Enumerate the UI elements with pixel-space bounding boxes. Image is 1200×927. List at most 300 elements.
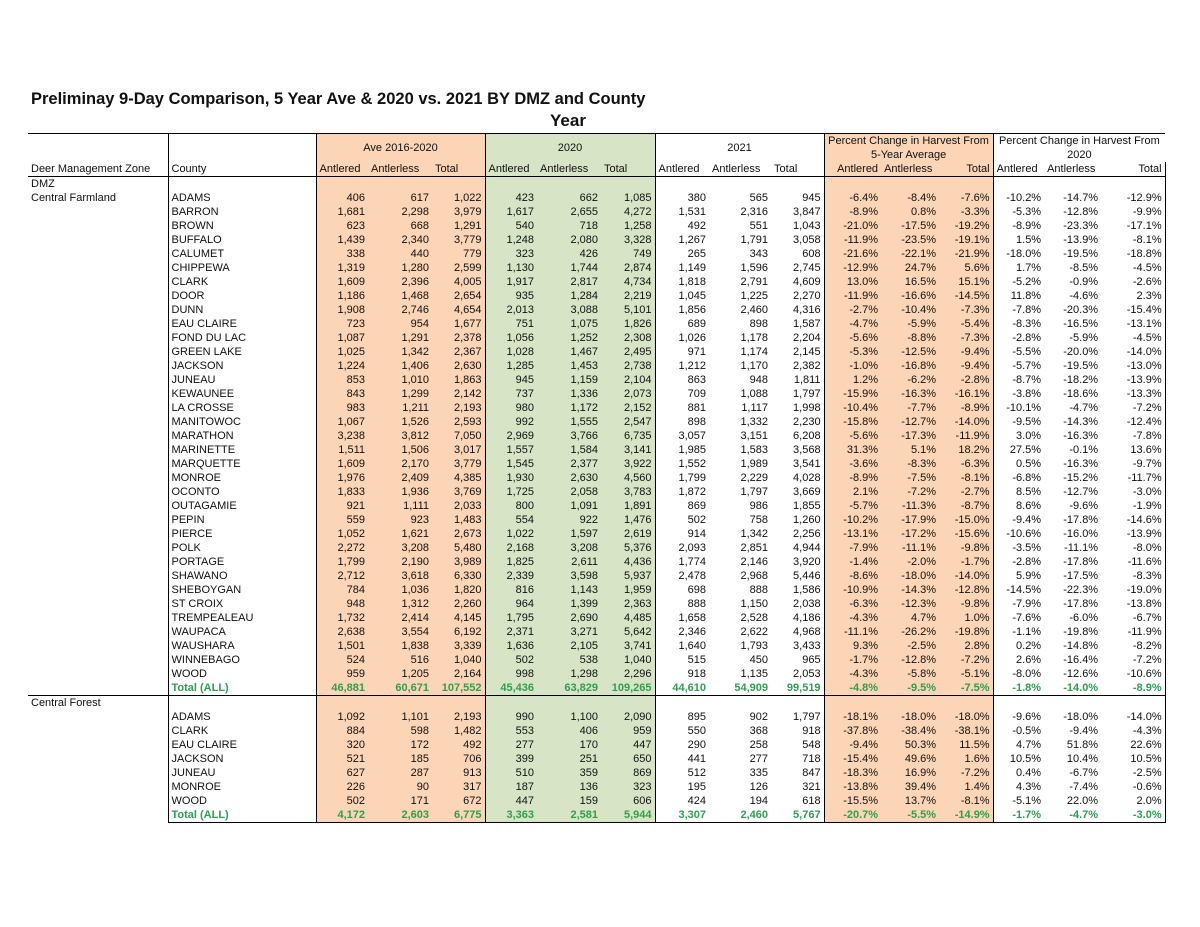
count-cell: 998 [485, 667, 537, 681]
count-cell: 1,799 [316, 555, 368, 569]
count-cell: 4,609 [793, 276, 821, 288]
pct-cell: 1.7% [993, 261, 1044, 275]
count-cell: 913 [432, 766, 485, 780]
pct-cell: -8.9% [1101, 681, 1165, 696]
count-cell: 380 [655, 191, 709, 205]
pct-cell: -4.5% [1101, 261, 1165, 275]
value-cell [824, 696, 881, 711]
count-cell: 1,312 [368, 597, 432, 611]
pct-cell: -12.9% [1101, 191, 1165, 205]
count-cell: 3,783 [601, 485, 655, 499]
table-row [28, 317, 1165, 331]
count-cell: 2,296 [601, 667, 655, 681]
count-cell: 935 [485, 289, 537, 303]
pct-cell: -15.5% [824, 794, 881, 808]
count-cell: 2,346 [655, 625, 709, 639]
count-cell: 2,874 [601, 261, 655, 275]
count-cell: 63,829 [537, 681, 601, 696]
pct-cell: -9.4% [993, 513, 1044, 527]
pct-cell: 2.1% [824, 485, 881, 499]
count-cell: 2,260 [432, 597, 485, 611]
count-cell: 749 [601, 247, 655, 261]
count-cell: 2,053 [793, 668, 821, 680]
pct-cell: -7.2% [1101, 653, 1165, 667]
pct-cell: -3.6% [824, 457, 881, 471]
count-cell: 226 [316, 780, 368, 794]
count-cell: 516 [368, 653, 432, 667]
count-cell: 406 [316, 191, 368, 205]
count-cell: 1,211 [368, 401, 432, 415]
col-antlered: Antlered [316, 162, 368, 177]
zone-cell [28, 387, 168, 401]
count-cell: 1,056 [485, 331, 537, 345]
count-cell: 1,855 [793, 500, 821, 512]
pct-cell: -14.7% [1063, 192, 1099, 204]
count-cell: 4,436 [601, 555, 655, 569]
count-cell: 853 [316, 373, 368, 387]
pct-cell: -17.8% [1063, 514, 1099, 526]
pct-cell: -6.4% [824, 191, 881, 205]
pct-cell: -18.8% [1101, 247, 1165, 261]
count-cell: 3,922 [601, 457, 655, 471]
count-cell: 1,586 [793, 584, 821, 596]
count-cell: 779 [432, 247, 485, 261]
pct-cell: 4.7% [881, 611, 939, 625]
zone-cell [28, 527, 168, 541]
pct-cell: 2.8% [939, 639, 993, 653]
count-cell: 1,299 [368, 387, 432, 401]
count-cell: 2,547 [601, 415, 655, 429]
count-cell: 551 [749, 220, 769, 232]
count-cell: 2,170 [368, 457, 432, 471]
count-cell: 1,725 [485, 485, 537, 499]
zone-cell [28, 639, 168, 653]
count-cell: 3,017 [432, 443, 485, 457]
pct-cell: -7.8% [993, 303, 1044, 317]
count-cell: 1,319 [316, 261, 368, 275]
count-cell: 1,088 [740, 388, 769, 400]
pct-cell: 5.6% [939, 261, 993, 275]
count-cell: 1,511 [316, 443, 368, 457]
count-cell: 2,058 [537, 485, 601, 499]
count-cell: 1,936 [368, 485, 432, 499]
table-row [28, 780, 1165, 794]
pct-cell: -17.8% [1063, 556, 1099, 568]
count-cell: 554 [485, 513, 537, 527]
count-cell: 423 [485, 191, 537, 205]
pct-cell: -1.9% [1101, 499, 1165, 513]
pct-cell: 9.3% [824, 639, 881, 653]
county-name: MARATHON [168, 429, 316, 443]
count-cell: 1,917 [485, 275, 537, 289]
pct-cell: -7.5% [881, 471, 939, 485]
count-cell: 6,330 [432, 569, 485, 583]
col-zone: Deer Management Zone [28, 162, 168, 177]
count-cell: 502 [485, 653, 537, 667]
zone-cell [28, 485, 168, 499]
count-cell: 1,085 [601, 191, 655, 205]
count-cell: 3,141 [601, 443, 655, 457]
value-cell [368, 696, 432, 711]
pct-cell: -1.4% [824, 555, 881, 569]
count-cell: 6,192 [432, 625, 485, 639]
pct-cell: -19.1% [939, 233, 993, 247]
count-cell: 800 [485, 499, 537, 513]
pct-cell: 50.3% [881, 738, 939, 752]
pct-cell: 1.4% [939, 780, 993, 794]
count-cell: 1,332 [740, 416, 769, 428]
count-cell: 4,005 [432, 275, 485, 289]
table-row [28, 443, 1165, 457]
count-cell: 3,238 [316, 429, 368, 443]
county-name: OUTAGAMIE [168, 499, 316, 513]
count-cell: 2,256 [793, 528, 821, 540]
pct-cell: -12.8% [939, 583, 993, 597]
count-cell: 1,101 [368, 710, 432, 724]
count-cell: 1,526 [368, 415, 432, 429]
value-cell [316, 696, 368, 711]
zone-cell [28, 317, 168, 331]
pct-cell: -18.0% [881, 569, 939, 583]
pct-cell: 2.6% [993, 653, 1044, 667]
pct-cell: 11.8% [993, 289, 1044, 303]
count-cell: 945 [802, 192, 821, 204]
county-name: SHEBOYGAN [168, 583, 316, 597]
count-cell: 1,856 [655, 303, 709, 317]
pct-cell: -7.2% [939, 653, 993, 667]
count-cell: 277 [485, 738, 537, 752]
count-cell: 4,968 [793, 626, 821, 638]
table-row [28, 597, 1165, 611]
count-cell: 2,164 [432, 667, 485, 681]
count-cell: 45,436 [485, 681, 537, 696]
zone-cell [28, 499, 168, 513]
count-cell: 323 [485, 247, 537, 261]
count-cell: 2,712 [316, 569, 368, 583]
county-name: Total (ALL) [168, 681, 316, 696]
pct-cell: -20.7% [824, 808, 881, 823]
count-cell: 502 [655, 513, 709, 527]
pct-cell: -9.4% [939, 359, 993, 373]
pct-cell: -11.1% [881, 541, 939, 555]
county-name: BUFFALO [168, 233, 316, 247]
report-subtitle: Year [550, 111, 586, 130]
count-cell: 1,891 [601, 499, 655, 513]
pct-cell: -5.9% [881, 317, 939, 331]
count-cell: 521 [316, 752, 368, 766]
zone-cell [28, 275, 168, 289]
count-cell: 758 [749, 514, 769, 526]
count-cell: 1,342 [740, 528, 769, 540]
table-row [28, 275, 1165, 289]
pct-cell: -1.8% [993, 681, 1044, 696]
count-cell: 959 [316, 667, 368, 681]
zone-cell [28, 303, 168, 317]
count-cell: 2,298 [368, 205, 432, 219]
pct-cell: 8.6% [993, 499, 1044, 513]
count-cell: 2,738 [601, 359, 655, 373]
pct-cell: -10.6% [993, 527, 1044, 541]
count-cell: 1,291 [432, 219, 485, 233]
value-cell [939, 696, 993, 711]
count-cell: 3,088 [537, 303, 601, 317]
count-cell: 2,038 [793, 598, 821, 610]
pct-cell: -38.1% [939, 724, 993, 738]
count-cell: 2,190 [368, 555, 432, 569]
count-cell: 2,193 [432, 401, 485, 415]
table-row [28, 611, 1165, 625]
count-cell: 971 [655, 345, 709, 359]
count-cell: 1,399 [537, 597, 601, 611]
count-cell: 1,557 [485, 443, 537, 457]
pct-cell: -2.6% [1101, 275, 1165, 289]
pct-cell: -1.1% [993, 625, 1044, 639]
count-cell: 3,989 [432, 555, 485, 569]
count-cell: 3,598 [537, 569, 601, 583]
pct-cell: -18.0% [881, 710, 939, 724]
count-cell: 1,159 [537, 373, 601, 387]
pct-cell: -11.9% [824, 233, 881, 247]
count-cell: 3,568 [793, 444, 821, 456]
count-cell: 1,130 [485, 261, 537, 275]
table-row [28, 401, 1165, 415]
pct-cell: 16.5% [881, 275, 939, 289]
table-row [28, 513, 1165, 527]
count-cell: 1,091 [537, 499, 601, 513]
zone-cell [28, 611, 168, 625]
pct-cell: -9.9% [1101, 205, 1165, 219]
pct-cell: 8.5% [993, 485, 1044, 499]
count-cell: 718 [802, 753, 821, 765]
county-name: EAU CLAIRE [168, 738, 316, 752]
pct-cell: -13.9% [1101, 527, 1165, 541]
count-cell: 945 [485, 373, 537, 387]
count-cell: 959 [601, 724, 655, 738]
count-cell: 1,258 [601, 219, 655, 233]
count-cell: 672 [432, 794, 485, 808]
count-cell: 2,104 [601, 373, 655, 387]
zone-cell [28, 569, 168, 583]
pct-cell: 22.6% [1101, 738, 1165, 752]
count-cell: 1,596 [740, 262, 769, 274]
pct-cell: -12.8% [1063, 206, 1099, 218]
pct-cell: 51.8% [1066, 739, 1099, 751]
pct-cell: -8.9% [939, 401, 993, 415]
pct-cell: -5.4% [939, 317, 993, 331]
count-cell: 881 [655, 401, 709, 415]
zone-name: Central Farmland [31, 192, 116, 204]
count-cell: 1,043 [793, 220, 821, 232]
count-cell: 1,797 [793, 711, 821, 723]
pct-cell: 4.7% [993, 738, 1044, 752]
value-cell [655, 696, 709, 711]
count-cell: 2,378 [432, 331, 485, 345]
county-name: JUNEAU [168, 766, 316, 780]
count-cell: 3,741 [601, 639, 655, 653]
pct-cell: -9.7% [1101, 457, 1165, 471]
count-cell: 1,149 [655, 261, 709, 275]
count-cell: 99,519 [771, 681, 824, 696]
zone-cell [28, 724, 168, 738]
count-cell: 954 [368, 317, 432, 331]
pct-cell: -0.5% [993, 724, 1044, 738]
pct-cell: 49.6% [881, 752, 939, 766]
pct-cell: -19.5% [1063, 360, 1099, 372]
count-cell: 450 [749, 654, 769, 666]
count-cell: 706 [432, 752, 485, 766]
count-cell: 1,820 [432, 583, 485, 597]
pct-cell: -13.8% [824, 780, 881, 794]
count-cell: 888 [655, 597, 709, 611]
pct-cell: -14.0% [939, 569, 993, 583]
count-cell: 2,622 [740, 626, 769, 638]
count-cell: 689 [655, 317, 709, 331]
count-cell: 992 [485, 415, 537, 429]
count-cell: 1,453 [537, 359, 601, 373]
zone-cell [28, 681, 168, 696]
county-name: MONROE [168, 471, 316, 485]
pct-cell: -18.0% [1063, 711, 1099, 723]
pct-cell: -16.3% [1063, 430, 1099, 442]
pct-cell: -19.0% [1101, 583, 1165, 597]
count-cell: 948 [316, 597, 368, 611]
count-cell: 5,101 [601, 303, 655, 317]
count-cell: 4,028 [793, 472, 821, 484]
count-cell: 368 [749, 725, 769, 737]
pct-cell: -9.5% [993, 415, 1044, 429]
count-cell: 1,732 [316, 611, 368, 625]
county-name: SHAWANO [168, 569, 316, 583]
count-cell: 1,087 [316, 331, 368, 345]
count-cell: 1,818 [655, 275, 709, 289]
county-name: FOND DU LAC [168, 331, 316, 345]
count-cell: 553 [485, 724, 537, 738]
count-cell: 5,767 [771, 808, 824, 823]
count-cell: 3,979 [432, 205, 485, 219]
count-cell: 1,052 [316, 527, 368, 541]
zone-cell [28, 261, 168, 275]
count-cell: 1,143 [537, 583, 601, 597]
pct-cell: -6.7% [1069, 767, 1099, 779]
count-cell: 1,976 [316, 471, 368, 485]
pct-cell: -8.9% [993, 219, 1044, 233]
pct-cell: -9.6% [1069, 500, 1099, 512]
pct-cell: -15.6% [939, 527, 993, 541]
count-cell: 4,316 [793, 304, 821, 316]
pct-cell: -8.3% [1101, 569, 1165, 583]
value-cell [537, 696, 601, 711]
pct-cell: -18.3% [824, 766, 881, 780]
count-cell: 187 [485, 780, 537, 794]
col-antlerless: Antlerless [709, 162, 771, 177]
count-cell: 1,025 [316, 345, 368, 359]
table-row [28, 667, 1165, 681]
harvest-table [28, 133, 1166, 823]
pct-cell: -6.8% [993, 471, 1044, 485]
count-cell: 1,212 [655, 359, 709, 373]
count-cell: 1,205 [368, 667, 432, 681]
zone-cell [28, 443, 168, 457]
count-cell: 1,552 [655, 457, 709, 471]
county-name: MANITOWOC [168, 415, 316, 429]
count-cell: 3,057 [655, 429, 709, 443]
count-cell: 1,826 [601, 317, 655, 331]
pct-cell: -17.5% [881, 219, 939, 233]
pct-cell: 13.0% [824, 275, 881, 289]
count-cell: 1,150 [740, 598, 769, 610]
count-cell: 1,468 [368, 289, 432, 303]
county-name: MARQUETTE [168, 457, 316, 471]
count-cell: 3,307 [655, 808, 709, 823]
pct-cell: -12.4% [1101, 415, 1165, 429]
count-cell: 1,930 [485, 471, 537, 485]
count-cell: 1,799 [655, 471, 709, 485]
count-cell: 2,080 [537, 233, 601, 247]
count-cell: 843 [316, 387, 368, 401]
county-name: ADAMS [168, 191, 316, 205]
pct-cell: -16.4% [1063, 654, 1099, 666]
count-cell: 863 [655, 373, 709, 387]
dmz-label: DMZ [31, 178, 55, 190]
count-cell: 1,555 [537, 415, 601, 429]
pct-cell: 2.3% [1101, 289, 1165, 303]
pct-cell: -7.9% [824, 541, 881, 555]
count-cell: 1,959 [601, 583, 655, 597]
value-cell [771, 696, 824, 711]
pct-cell: -14.0% [939, 415, 993, 429]
pct-cell: -8.1% [939, 794, 993, 808]
group-2021: 2021 [655, 134, 824, 163]
count-cell: 2,308 [601, 331, 655, 345]
count-cell: 1,045 [655, 289, 709, 303]
count-cell: 3,363 [485, 808, 537, 823]
count-cell: 608 [802, 248, 821, 260]
count-cell: 2,478 [655, 569, 709, 583]
pct-cell: -17.3% [881, 429, 939, 443]
pct-cell: -17.8% [1063, 598, 1099, 610]
count-cell: 1,291 [368, 331, 432, 345]
pct-cell: -11.9% [1101, 625, 1165, 639]
count-cell: 3,271 [537, 625, 601, 639]
count-cell: 335 [749, 767, 769, 779]
count-cell: 447 [485, 794, 537, 808]
count-cell: 1,506 [368, 443, 432, 457]
count-cell: 2,673 [432, 527, 485, 541]
pct-cell: -23.5% [881, 233, 939, 247]
count-cell: 321 [802, 781, 821, 793]
count-cell: 136 [537, 780, 601, 794]
col-total: Total [771, 162, 824, 177]
pct-cell: -8.9% [824, 471, 881, 485]
col-antlerless: Antlerless [368, 162, 432, 177]
pct-cell: -15.2% [1063, 472, 1099, 484]
count-cell: 399 [485, 752, 537, 766]
pct-cell: -11.3% [881, 499, 939, 513]
count-cell: 44,610 [655, 681, 709, 696]
pct-cell: 5.9% [993, 569, 1044, 583]
count-cell: 623 [316, 219, 368, 233]
pct-cell: -7.3% [939, 331, 993, 345]
pct-cell: -14.0% [1044, 681, 1101, 696]
pct-cell: -16.0% [1063, 528, 1099, 540]
col-antlered: Antlered [655, 162, 709, 177]
pct-cell: -1.7% [993, 808, 1044, 823]
pct-cell: -13.3% [1101, 387, 1165, 401]
group-pct-2020: Percent Change in Harvest From 2020 [993, 134, 1165, 163]
count-cell: 317 [432, 780, 485, 794]
value-cell [601, 696, 655, 711]
pct-cell: -16.6% [881, 289, 939, 303]
